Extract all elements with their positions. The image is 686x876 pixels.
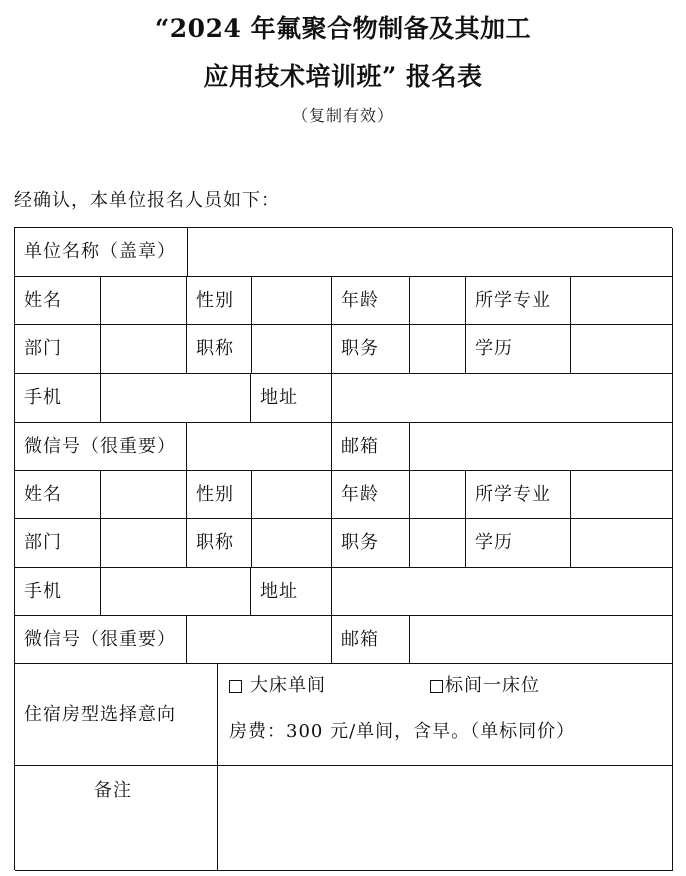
attendee-1-phone-label: 手机	[15, 374, 101, 423]
attendee-2-education-field[interactable]	[571, 519, 673, 568]
remarks-label: 备注	[15, 766, 218, 871]
attendee-2-position-field[interactable]	[410, 519, 466, 568]
attendee-2-title-label: 职称	[187, 519, 252, 568]
attendee-1-dept-field[interactable]	[101, 325, 187, 374]
option-single-room[interactable]	[229, 675, 326, 697]
twin-bed-label: 标间一床位	[445, 675, 540, 696]
attendee-1-name-label: 姓名	[15, 277, 101, 325]
attendee-1-education-label: 学历	[466, 325, 571, 374]
attendee-2-position-label: 职务	[332, 519, 410, 568]
attendee-1-position-field[interactable]	[410, 325, 466, 374]
attendee-1-position-label: 职务	[332, 325, 410, 374]
attendee-1-age-field[interactable]	[410, 277, 466, 325]
attendee-1-email-field[interactable]	[410, 423, 673, 471]
attendee-1-title-label: 职称	[187, 325, 252, 374]
attendee-2-phone-field[interactable]	[101, 568, 251, 616]
attendee-2-title-field[interactable]	[252, 519, 332, 568]
attendee-1-age-label: 年龄	[332, 277, 410, 325]
attendee-2-major-label: 所学专业	[466, 471, 571, 519]
remarks-field[interactable]	[218, 766, 673, 871]
attendee-2-name-field[interactable]	[101, 471, 187, 519]
room-fee-text: 房费：300 元/单间，含早。（单标同价）	[229, 721, 576, 742]
single-room-checkbox[interactable]	[229, 680, 242, 693]
attendee-2-age-field[interactable]	[410, 471, 466, 519]
registration-form-table	[14, 227, 672, 870]
attendee-2-address-label: 地址	[251, 568, 332, 616]
attendee-1-gender-label: 性别	[187, 277, 252, 325]
attendee-2-age-label: 年龄	[332, 471, 410, 519]
attendee-2-gender-label: 性别	[187, 471, 252, 519]
attendee-2-education-label: 学历	[466, 519, 571, 568]
attendee-2-gender-field[interactable]	[252, 471, 332, 519]
attendee-1-address-label: 地址	[251, 374, 332, 423]
copy-valid-note: （复制有效）	[291, 106, 394, 125]
attendee-1-major-label: 所学专业	[466, 277, 571, 325]
attendee-1-phone-field[interactable]	[101, 374, 251, 423]
unit-name-field[interactable]	[188, 228, 673, 277]
single-room-label: 大床单间	[250, 675, 326, 696]
attendee-2-dept-label: 部门	[15, 519, 101, 568]
attendee-2-wechat-field[interactable]	[187, 616, 332, 664]
form-title-line-2: 应用技术培训班” 报名表	[203, 62, 483, 91]
attendee-1-major-field[interactable]	[571, 277, 673, 325]
attendee-2-email-field[interactable]	[410, 616, 673, 664]
form-title-line-1: “2024 年氟聚合物制备及其加工	[154, 14, 532, 43]
attendee-2-email-label: 邮箱	[332, 616, 410, 664]
option-twin-bed[interactable]	[430, 675, 540, 697]
attendee-1-gender-field[interactable]	[252, 277, 332, 325]
intro-text: 经确认，本单位报名人员如下：	[14, 190, 280, 211]
attendee-2-phone-label: 手机	[15, 568, 101, 616]
attendee-1-wechat-label: 微信号（很重要）	[15, 423, 187, 471]
room-preference-label: 住宿房型选择意向	[15, 664, 218, 766]
attendee-1-email-label: 邮箱	[332, 423, 410, 471]
attendee-1-address-field[interactable]	[332, 374, 673, 423]
unit-name-label: 单位名称（盖章）	[15, 228, 188, 277]
attendee-2-dept-field[interactable]	[101, 519, 187, 568]
attendee-2-address-field[interactable]	[332, 568, 673, 616]
attendee-2-name-label: 姓名	[15, 471, 101, 519]
attendee-1-name-field[interactable]	[101, 277, 187, 325]
attendee-1-dept-label: 部门	[15, 325, 101, 374]
attendee-1-title-field[interactable]	[252, 325, 332, 374]
attendee-1-wechat-field[interactable]	[187, 423, 332, 471]
attendee-2-wechat-label: 微信号（很重要）	[15, 616, 187, 664]
attendee-2-major-field[interactable]	[571, 471, 673, 519]
room-preference-cell	[218, 664, 673, 766]
attendee-1-education-field[interactable]	[571, 325, 673, 374]
twin-bed-checkbox[interactable]	[430, 680, 443, 693]
